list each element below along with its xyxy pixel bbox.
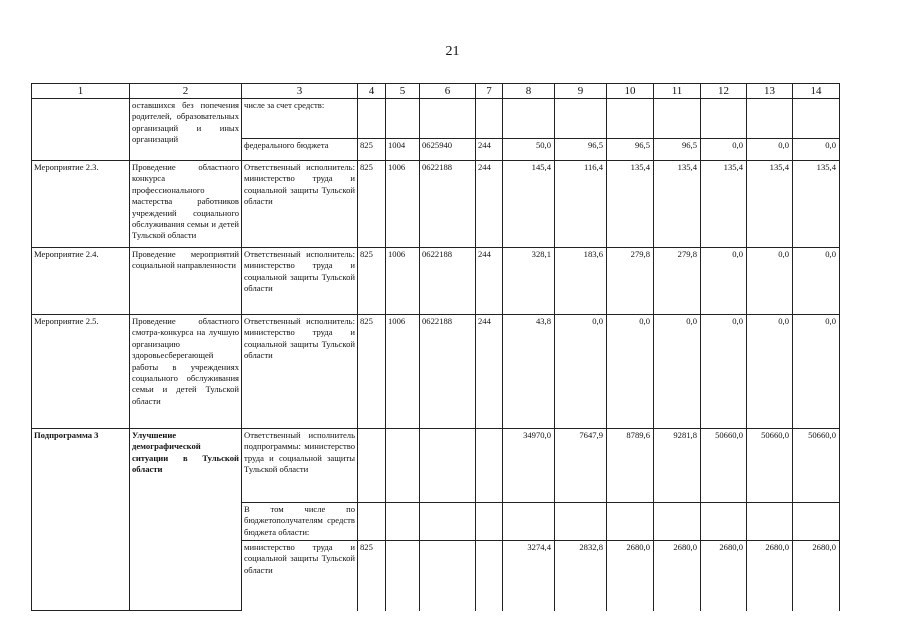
cell-subprogram-label: Подпрограмма 3 [32,429,130,611]
cell-empty [701,99,747,139]
cell-value: 50660,0 [701,429,747,503]
cell-value: 0,0 [701,248,747,315]
cell-source: федерального бюджета [242,139,358,161]
cell-code: 244 [476,161,503,248]
cell-value: 279,8 [607,248,654,315]
cell-empty [503,503,555,541]
table-row [32,248,840,315]
cell-code: 244 [476,315,503,429]
cell-code: 244 [476,139,503,161]
cell-value: 96,5 [555,139,607,161]
cell-empty [386,429,420,503]
cell-value: 96,5 [654,139,701,161]
header-cell: 5 [386,84,420,99]
cell-empty [701,503,747,541]
cell-event-name: Проведение областного смотра-конкурса на лучшую организацию здоровьесберегающей работы в учреждениях социального обслуживания семьи и детей Тульской области [130,315,242,429]
header-cell: 6 [420,84,476,99]
cell-value: 0,0 [747,248,793,315]
header-cell: 1 [32,84,130,99]
header-cell: 10 [607,84,654,99]
cell-event-label: Мероприятие 2.3. [32,161,130,248]
cell-value: 0,0 [607,315,654,429]
cell-empty [793,99,840,139]
cell-code: 244 [476,248,503,315]
cell-value: 135,4 [701,161,747,248]
header-cell: 7 [476,84,503,99]
cell-value: 145,4 [503,161,555,248]
cell-value: 0,0 [701,139,747,161]
cell-empty [358,429,386,503]
budget-table [31,83,840,611]
header-cell: 2 [130,84,242,99]
header-cell: 4 [358,84,386,99]
cell-empty [420,429,476,503]
header-cell: 9 [555,84,607,99]
cell-responsible: Ответственный исполнитель: министерство труда и социальной защиты Тульской области [242,248,358,315]
header-row [32,84,840,99]
header-cell: 13 [747,84,793,99]
cell-value: 0,0 [793,248,840,315]
cell-empty [555,503,607,541]
cell-empty [358,99,386,139]
cell-code: 0622188 [420,248,476,315]
header-cell: 12 [701,84,747,99]
cell-empty [420,99,476,139]
cell-empty [654,99,701,139]
cell-empty [607,99,654,139]
cell-value: 34970,0 [503,429,555,503]
cell-responsible: Ответственный исполнитель: министерство труда и социальной защиты Тульской области [242,161,358,248]
cell-value: 3274,4 [503,541,555,611]
cell-code: 1006 [386,248,420,315]
cell-responsible: Ответственный исполнитель: министерство труда и социальной защиты Тульской области [242,315,358,429]
cell-value: 50660,0 [747,429,793,503]
header-cell: 8 [503,84,555,99]
cell-value: 43,8 [503,315,555,429]
cell-source: В том числе по бюджетополучателям средств бюджета области: [242,503,358,541]
header-cell: 3 [242,84,358,99]
table-row [32,99,840,139]
cell-value: 0,0 [701,315,747,429]
cell-value: 9281,8 [654,429,701,503]
cell-subprogram-name: Улучшение демографической ситуации в Тульской области [130,429,242,611]
cell-value: 135,4 [607,161,654,248]
cell-code: 0625940 [420,139,476,161]
cell-empty [476,503,503,541]
table-row [32,315,840,429]
cell-code: 825 [358,541,386,611]
cell-empty [476,429,503,503]
table-row [32,429,840,503]
cell-empty [420,541,476,611]
cell-source: числе за счет средств: [242,99,358,139]
header-cell: 11 [654,84,701,99]
cell-event-label: Мероприятие 2.5. [32,315,130,429]
cell-empty [420,503,476,541]
cell-empty [503,99,555,139]
cell-empty [386,541,420,611]
cell-responsible: Ответственный исполнитель подпрограммы: министерство труда и социальной защиты Тульской области [242,429,358,503]
cell-value: 328,1 [503,248,555,315]
cell-value: 96,5 [607,139,654,161]
cell-code: 825 [358,315,386,429]
cell-code: 825 [358,248,386,315]
cell-code: 0622188 [420,161,476,248]
cell-code: 1004 [386,139,420,161]
cell-event-label: Мероприятие 2.4. [32,248,130,315]
cell-value: 2680,0 [747,541,793,611]
cell-empty [358,503,386,541]
cell-event-name: Проведение мероприятий социальной направленности [130,248,242,315]
cell-code: 1006 [386,315,420,429]
cell-empty [747,503,793,541]
cell-code: 0622188 [420,315,476,429]
cell-value: 279,8 [654,248,701,315]
page-number: 21 [445,44,460,59]
cell-value: 50660,0 [793,429,840,503]
cell-empty [747,99,793,139]
cell-empty [555,99,607,139]
cell-value: 2680,0 [607,541,654,611]
cell-value: 50,0 [503,139,555,161]
cell-value: 0,0 [747,315,793,429]
cell-event-name: Проведение областного конкурса профессионального мастерства работников учреждений социального обслуживания семьи и детей Тульской области [130,161,242,248]
cell-value: 2832,8 [555,541,607,611]
cell-empty [476,99,503,139]
cell-value: 0,0 [793,139,840,161]
cell-empty [386,503,420,541]
cell-empty [654,503,701,541]
cell-value: 135,4 [793,161,840,248]
cell-value: 7647,9 [555,429,607,503]
cell-code: 1006 [386,161,420,248]
cell-value: 116,4 [555,161,607,248]
cell-value: 2680,0 [701,541,747,611]
cell-value: 135,4 [654,161,701,248]
table-row [32,161,840,248]
cell-value: 0,0 [747,139,793,161]
cell-value: 0,0 [555,315,607,429]
cell-recipient: министерство труда и социальной защиты Тульской области [242,541,358,611]
cell-value: 183,6 [555,248,607,315]
cell-value: 0,0 [654,315,701,429]
cell-event-name: оставшихся без попечения родителей, образовательных организаций и иных организаций [130,99,242,161]
cell-code: 825 [358,161,386,248]
cell-empty [476,541,503,611]
cell-code: 825 [358,139,386,161]
cell-value: 8789,6 [607,429,654,503]
cell-empty [607,503,654,541]
cell-empty [32,99,130,161]
cell-empty [793,503,840,541]
cell-value: 135,4 [747,161,793,248]
header-cell: 14 [793,84,840,99]
cell-value: 2680,0 [654,541,701,611]
cell-value: 2680,0 [793,541,840,611]
cell-value: 0,0 [793,315,840,429]
cell-empty [386,99,420,139]
